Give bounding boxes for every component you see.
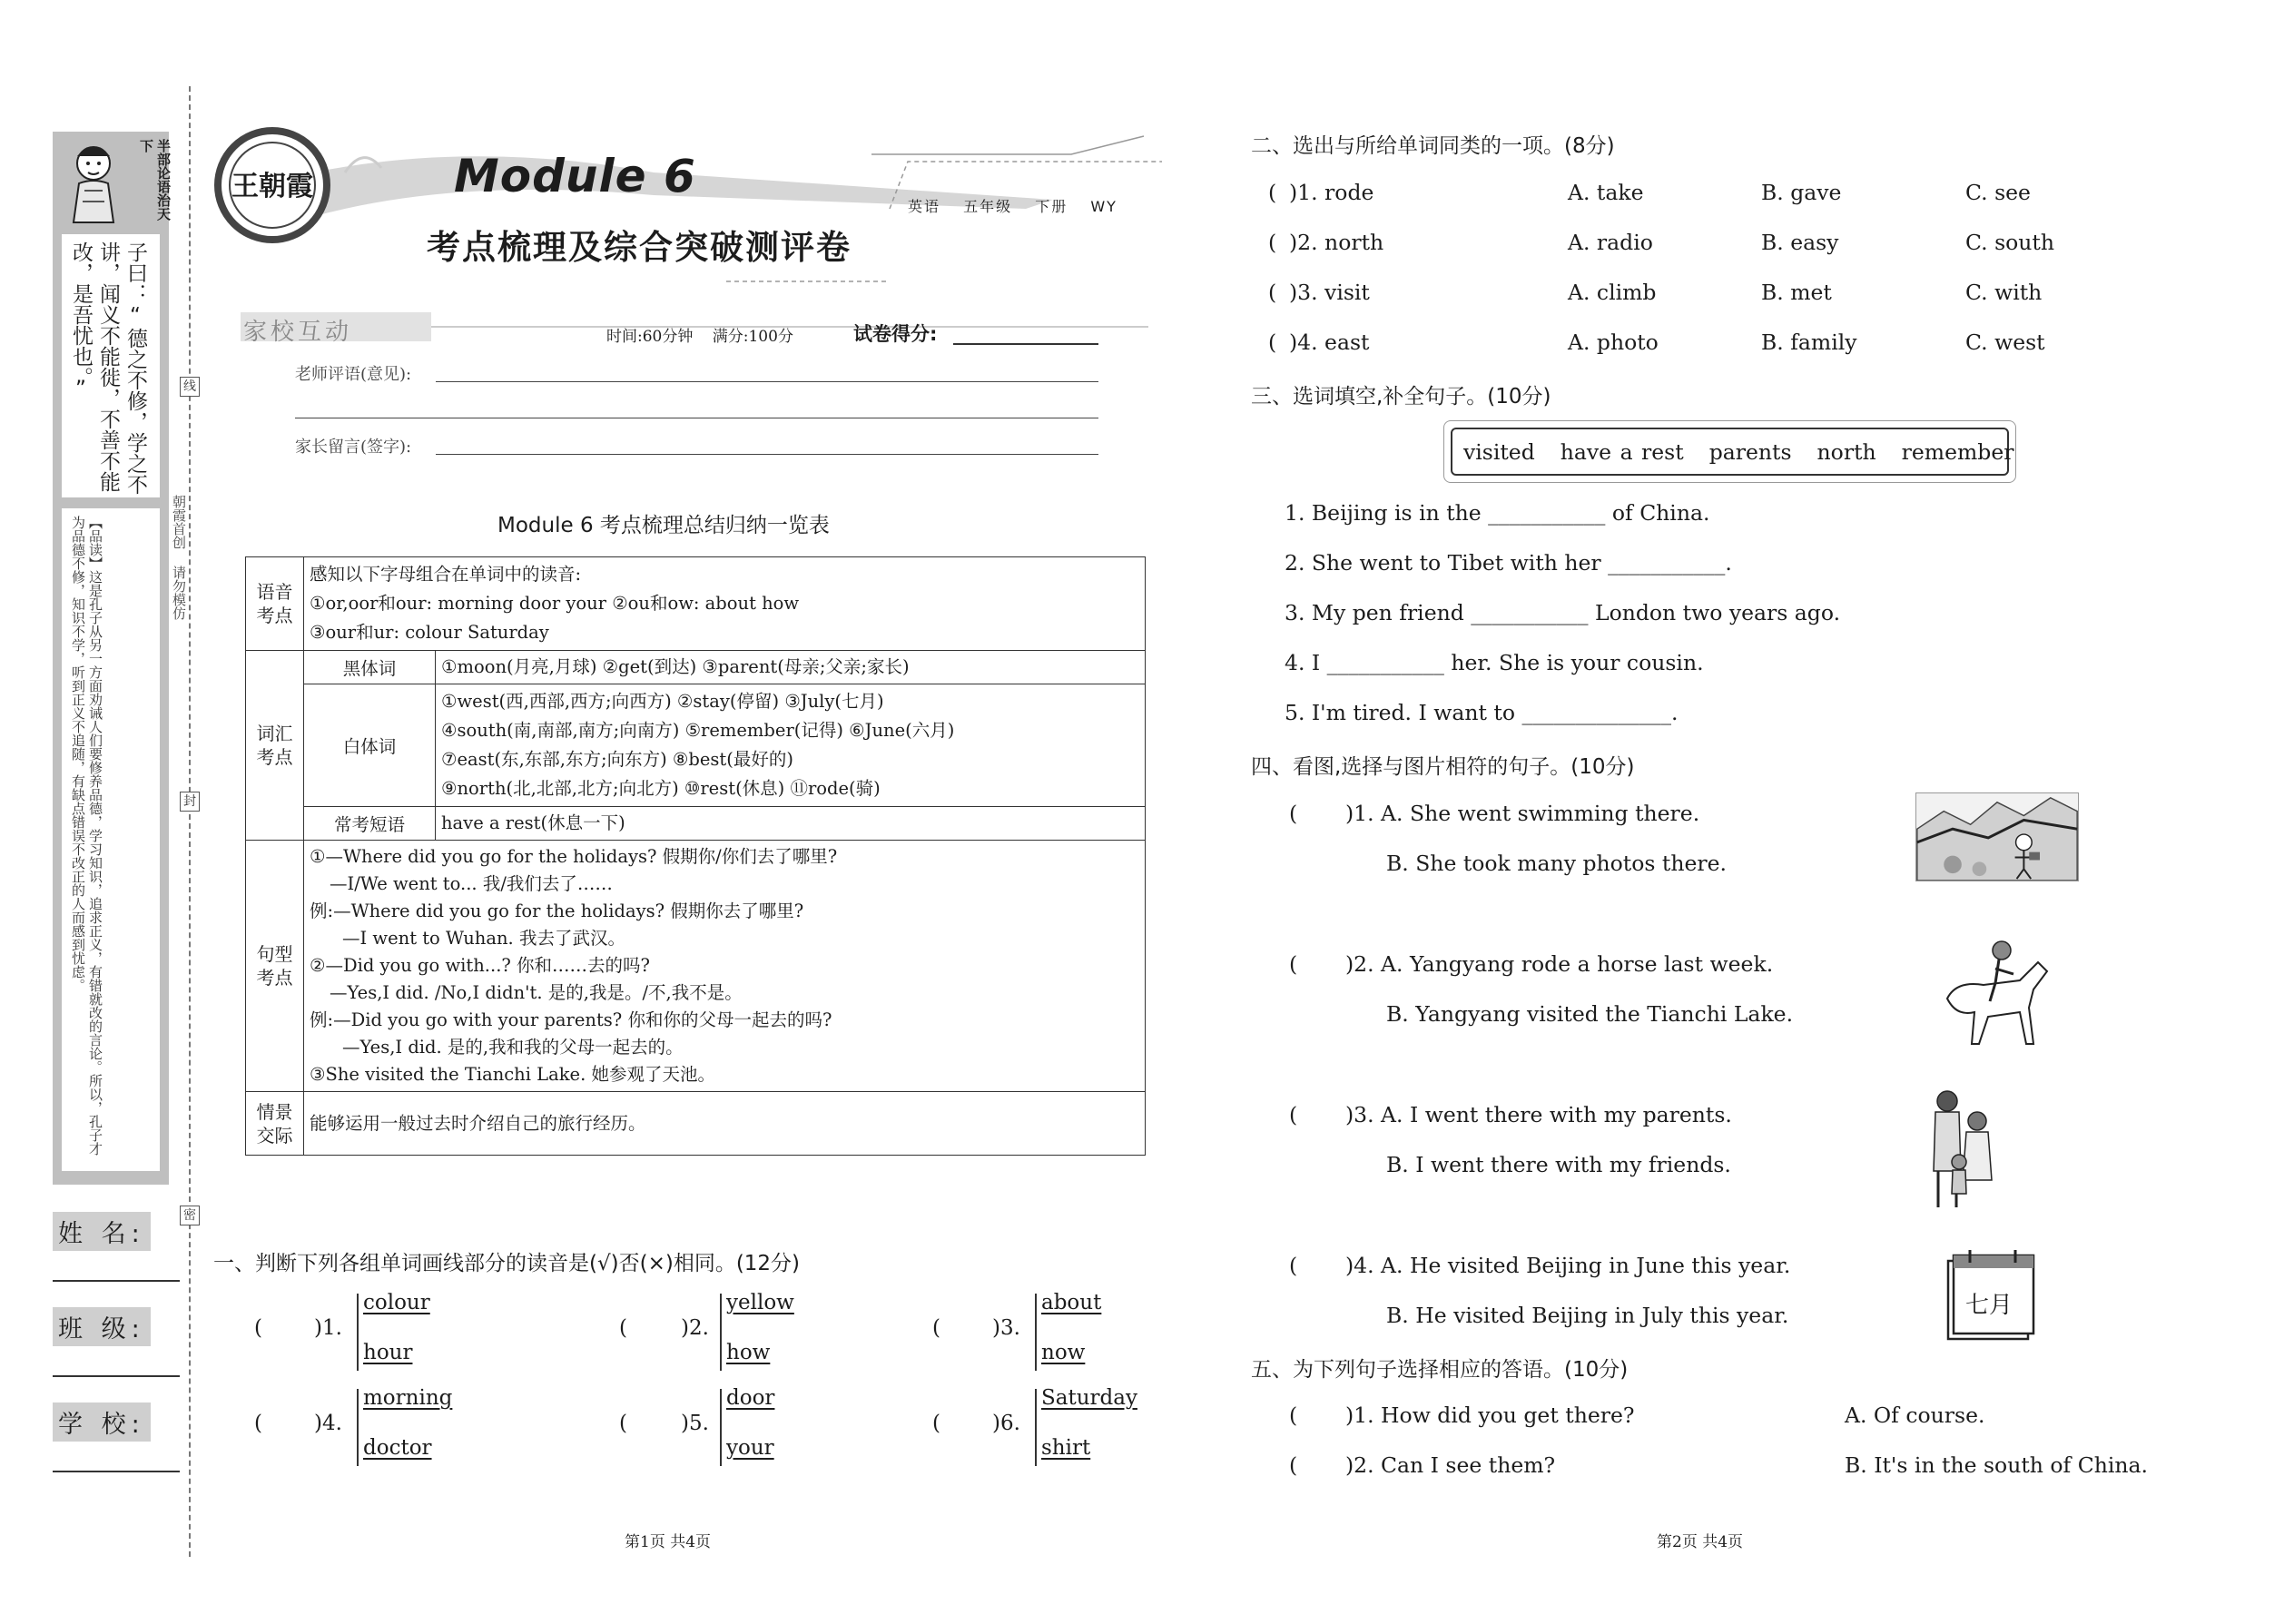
question-number: )4. [314,1412,342,1435]
question-number: )1. [314,1316,342,1340]
phonetics-content [304,557,1146,651]
answer-paren[interactable]: ( [254,1412,262,1435]
bold-words-label: 黑体词 [304,651,436,684]
time-info [606,323,793,346]
tag-subject: 英语 [908,198,941,215]
part2-title: 二、选出与所给单词同类的一项。(8分) [1251,134,1615,158]
seal-char-seal: 封 [180,792,200,812]
seal-note: 朝霞首创 请勿模仿 [171,495,187,620]
part5-title: 五、为下列句子选择相应的答语。(10分) [1251,1358,1629,1382]
summary-title: Module 6 考点梳理总结归纳一览表 [497,514,830,537]
question-number: )3. [992,1316,1020,1340]
word-a: door [726,1386,775,1410]
answer-paren[interactable]: ( [932,1316,940,1340]
word-b: doctor [363,1436,432,1460]
answer-paren[interactable]: ( [1289,1253,1298,1278]
seal-char-line: 线 [180,377,200,397]
school-field[interactable] [53,1471,180,1472]
page-number-left: 第1页 共4页 [625,1533,712,1551]
answer-paren[interactable]: ( [1268,330,1277,355]
option-c[interactable]: C. see [1965,180,2031,205]
option-b[interactable]: B. easy [1761,230,1839,255]
word-a: about [1041,1291,1102,1314]
word-brace [1035,1294,1039,1371]
word-brace [357,1294,360,1371]
word-brace [357,1389,360,1466]
answer-paren[interactable]: ( [1289,1452,1298,1478]
module-title: Module 6 [454,150,696,202]
option-c[interactable]: C. with [1965,280,2043,305]
word-b: how [726,1341,771,1364]
sentence-category: 句型考点 [246,841,304,1092]
logo-text: 王朝霞 [229,142,316,229]
page-number-right: 第2页 共4页 [1657,1533,1744,1551]
part4-title: 四、看图,选择与图片相符的句子。(10分) [1251,755,1635,779]
phonetics-category: 语音考点 [246,557,304,651]
bank-word: have a rest [1560,439,1684,465]
answer-paren[interactable]: ( [619,1412,627,1435]
white-word-line: ⑦east(东,东部,东方;向东方) ⑧best(最好的) [441,749,793,770]
confucius-quote: 子曰：“德之不修，学之不讲，闻义不能徙，不善不能改，是吾忧也。” [69,241,147,495]
vocab-white-row [246,684,1146,807]
fill-sentence[interactable]: 4. I ___________ her. She is your cousin. [1285,650,1704,675]
response-option[interactable]: B. It's in the south of China. [1845,1452,2148,1478]
bank-word: remember [1901,439,2014,465]
score-label: 试卷得分: [853,323,938,345]
answer-paren[interactable]: ( [1268,230,1277,255]
parent-comment-label: 家长留言(签字): [295,438,412,457]
option-c[interactable]: C. south [1965,230,2055,255]
class-field[interactable] [53,1375,180,1377]
answer-paren[interactable]: ( [1289,1403,1298,1428]
teacher-comment-field[interactable] [436,381,1098,382]
white-word-line: ④south(南,南部,南方;向南方) ⑤remember(记得) ⑥June(六月) [441,720,955,741]
word-b: shirt [1041,1436,1091,1460]
commentary-text: 【品读】这是孔子从另一方面劝诫人们要修养品德，学习知识，追求正义，有错就改的言论。所以，孔子才为品德不修，知识不学，听到正义不追随，有缺点错误不改正的人而感到忧虑。 [70,516,103,1156]
option-b[interactable]: B. met [1761,280,1832,305]
scene-text: 能够运用一般过去时介绍自己的旅行经历。 [304,1092,1146,1156]
part2-question[interactable]: )3. visit [1289,280,1370,305]
family-picture [1915,1085,2006,1212]
answer-paren[interactable]: ( [932,1412,940,1435]
white-word-line: ①west(西,西部,西方;向西方) ②stay(停留) ③July(七月) [441,691,884,712]
word-b: your [726,1436,774,1460]
word-b: now [1041,1341,1086,1364]
phonetics-row [246,557,1146,651]
white-word-line: ⑨north(北,北部,北方;向北方) ⑩rest(休息) ⑪rode(骑) [441,778,881,799]
tag-volume: 下册 [1035,198,1068,215]
exam-time: 时间:60分钟 [606,328,694,346]
answer-paren[interactable]: ( [1289,1102,1298,1127]
sentence-line: ①—Where did you go for the holidays? 假期你/你们去了哪里? [310,846,838,867]
question-number: )5. [681,1412,709,1435]
bank-word: north [1816,439,1876,465]
class-label: 班 级: [53,1307,151,1346]
picture-option-b[interactable]: B. She took many photos there. [1386,851,1727,876]
bold-words: ①moon(月亮,月球) ②get(到达) ③parent(母亲;父亲;家长) [436,651,1146,684]
full-score: 满分:100分 [712,328,793,346]
school-label: 学 校: [53,1403,151,1442]
name-label: 姓 名: [53,1212,151,1251]
question-number: )6. [992,1412,1020,1435]
answer-paren[interactable]: ( [1268,280,1277,305]
word-a: yellow [726,1291,794,1314]
bank-word: parents [1708,439,1792,465]
confucius-cartoon-icon [57,136,130,227]
word-a: morning [363,1386,453,1410]
answer-paren[interactable]: ( [1289,801,1298,826]
scene-row [246,1092,1146,1156]
picture-option-b[interactable]: B. Yangyang visited the Tianchi Lake. [1386,1001,1794,1027]
fill-sentence[interactable]: 1. Beijing is in the ___________ of China. [1285,500,1710,526]
part1-title: 一、判断下列各组单词画线部分的读音是(√)否(×)相同。(12分) [213,1252,801,1275]
fill-sentence[interactable]: 5. I'm tired. I want to ______________. [1285,700,1679,725]
picture-option-b[interactable]: B. I went there with my friends. [1386,1152,1731,1177]
option-b[interactable]: B. family [1761,330,1857,355]
white-words-label: 白体词 [304,684,436,807]
word-brace [720,1389,724,1466]
option-a[interactable]: A. photo [1568,330,1659,355]
side-title: 半部论语治天下 [138,139,172,221]
scene-category: 情景交际 [246,1092,304,1156]
sentence-line: —I/We went to... 我/我们去了…… [330,873,613,894]
phonetics-line: 感知以下字母组合在单词中的读音: [310,564,582,585]
sentence-line: 例:—Where did you go for the holidays? 假期你去了哪里? [310,901,804,921]
summary-table [245,556,1146,1156]
fill-sentence[interactable]: 3. My pen friend ___________ London two years ago. [1285,600,1841,625]
word-a: colour [363,1291,430,1314]
great-wall-picture [1915,792,2079,881]
sentence-line: 例:—Did you go with your parents? 你和你的父母一起去的吗? [310,1009,832,1030]
tag-edition: WY [1090,198,1117,215]
phrase-label: 常考短语 [304,807,436,841]
tag-grade: 五年级 [963,198,1013,215]
option-a[interactable]: A. take [1568,180,1644,205]
option-a[interactable]: A. radio [1568,230,1653,255]
parent-comment-field[interactable] [436,454,1098,455]
bank-word: visited [1463,439,1535,465]
response-question[interactable]: )2. Can I see them? [1345,1452,1556,1478]
picture-question[interactable]: )3. A. I went there with my parents. [1345,1102,1732,1127]
sentence-line: —Yes,I did. /No,I didn't. 是的,我是。/不,我不是。 [330,982,743,1003]
fill-sentence[interactable]: 2. She went to Tibet with her ___________. [1285,550,1732,576]
vocab-phrase-row [246,807,1146,841]
sentence-content [304,841,1146,1092]
word-bank-words [1451,439,2014,465]
word-brace [720,1294,724,1371]
response-question[interactable]: )1. How did you get there? [1345,1403,1635,1428]
grade-tags [908,195,1134,216]
sentence-row [246,841,1146,1092]
white-words [436,684,1146,807]
part2-question[interactable]: )1. rode [1289,180,1374,205]
word-a: Saturday [1041,1386,1137,1410]
question-number: )2. [681,1316,709,1340]
seal-char-secret: 密 [180,1206,200,1225]
part3-title: 三、选词填空,补全句子。(10分) [1251,385,1551,408]
sentence-line: —I went to Wuhan. 我去了武汉。 [342,928,625,949]
picture-question[interactable]: )1. A. She went swimming there. [1345,801,1700,826]
cut-line [189,86,191,1557]
horse-rider-picture [1934,930,2056,1053]
picture-question[interactable]: )4. A. He visited Beijing in June this year. [1345,1253,1791,1278]
vocab-category: 词汇考点 [246,651,304,841]
answer-paren[interactable]: ( [254,1316,262,1340]
phrase-text: have a rest(休息一下) [436,807,1146,841]
option-b[interactable]: B. gave [1761,180,1842,205]
paper-subtitle: 考点梳理及综合突破测评卷 [427,227,852,267]
answer-paren[interactable]: ( [619,1316,627,1340]
answer-paren[interactable]: ( [1289,951,1298,977]
option-a[interactable]: A. climb [1568,280,1657,305]
picture-option-b[interactable]: B. He visited Beijing in July this year. [1386,1303,1789,1328]
sentence-line: ②—Did you go with...? 你和……去的吗? [310,955,650,976]
sentence-line: —Yes,I did. 是的,我和我的父母一起去的。 [342,1037,684,1058]
score-field[interactable] [953,343,1098,345]
teacher-comment-label: 老师评语(意见): [295,365,412,384]
part2-question[interactable]: )2. north [1289,230,1384,255]
interaction-label: 家校互动 [243,319,353,346]
name-field[interactable] [53,1280,180,1282]
phonetics-line: ③our和ur: colour Saturday [310,622,549,643]
word-brace [1035,1389,1039,1466]
sentence-line: ③She visited the Tianchi Lake. 她参观了天池。 [310,1064,715,1085]
part2-question[interactable]: )4. east [1289,330,1370,355]
picture-question[interactable]: )2. A. Yangyang rode a horse last week. [1345,951,1774,977]
response-option[interactable]: A. Of course. [1845,1403,1985,1428]
phonetics-line: ①or,oor和our: morning door your ②ou和ow: about how [310,593,800,614]
answer-paren[interactable]: ( [1268,180,1277,205]
option-c[interactable]: C. west [1965,330,2045,355]
word-b: hour [363,1341,413,1364]
calendar-month: 七月 [1965,1292,2013,1319]
vocab-bold-row [246,651,1146,684]
